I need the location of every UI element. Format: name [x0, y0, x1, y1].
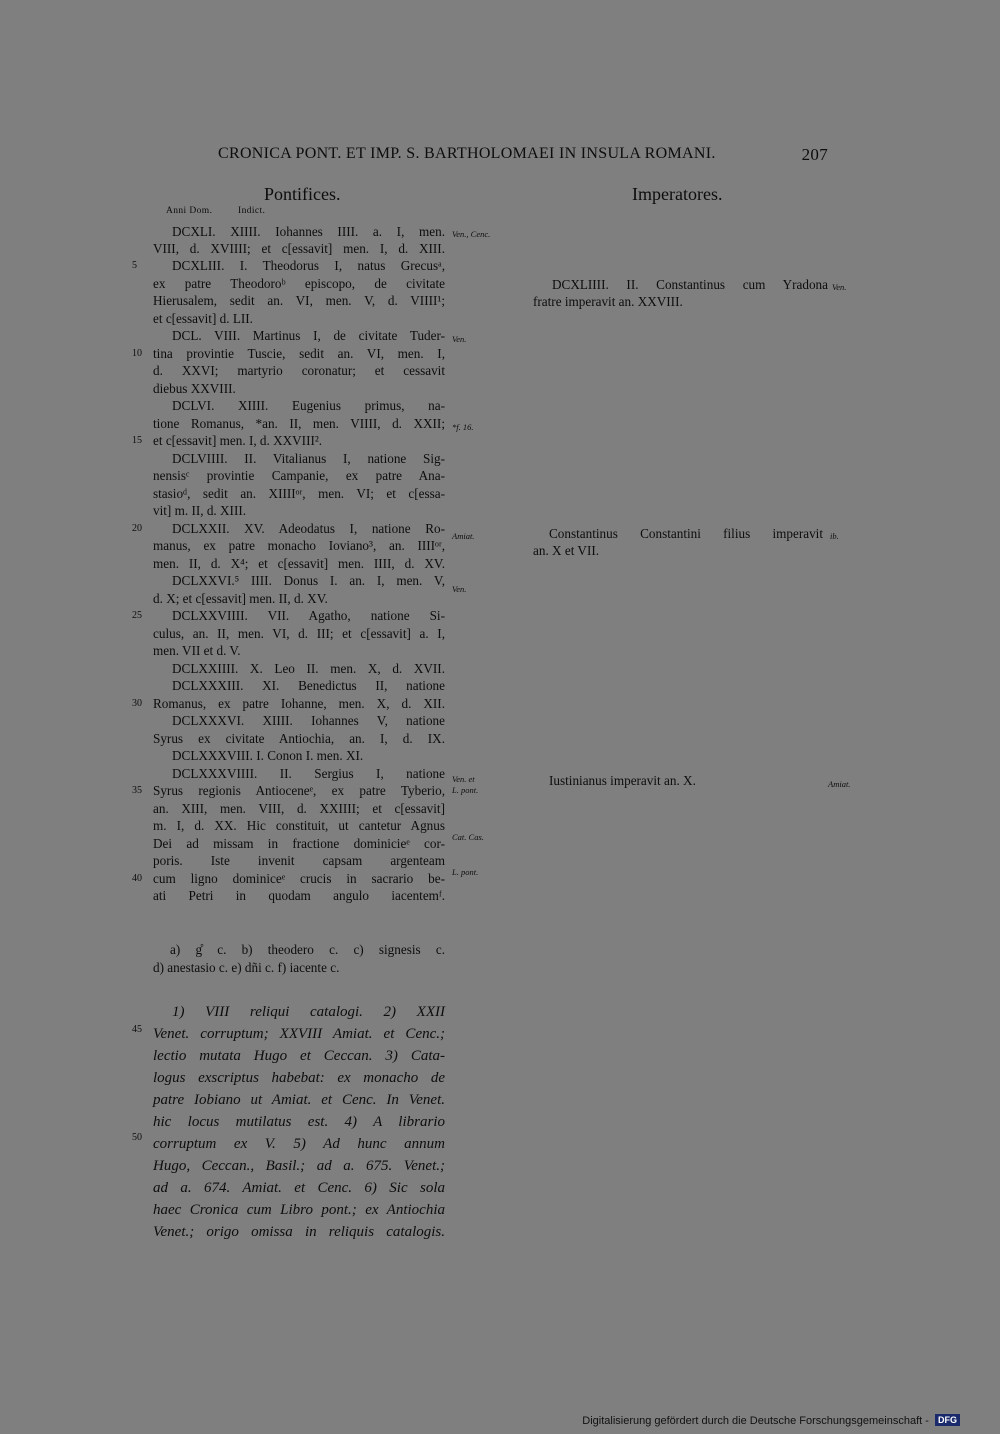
line-number: 5 [132, 260, 137, 271]
text-line: men. VII et d. V. [153, 643, 241, 658]
line-number: 30 [132, 698, 142, 709]
entry-siglum: Ven. [832, 282, 847, 292]
footnote-line: patre Iobiano ut Amiat. et Cenc. In Venet. [153, 1092, 445, 1108]
running-head [218, 145, 828, 163]
text-line: ati Petri in quodam angulo iacentemᶠ. [153, 888, 445, 903]
text-line: DCLXXXIII. XI. Benedictus II, natione [172, 678, 445, 693]
text-line: d. X; et c[essavit] men. II, d. XV. [153, 591, 328, 606]
line-number: 20 [132, 523, 142, 534]
line-number: 50 [132, 1132, 142, 1143]
text-line: DCLXXII. XV. Adeodatus I, natione Ro- [172, 521, 445, 536]
footnote-line: 1) VIII reliqui catalogi. 2) XXII [172, 1004, 445, 1020]
entry-line: fratre imperavit an. XXVIII. [533, 294, 683, 309]
margin-siglum: Ven. [452, 334, 467, 344]
text-line: m. I, d. XX. Hic constituit, ut cantetur Agnus [153, 818, 445, 833]
margin-siglum: Ven., Cenc. [452, 229, 491, 239]
text-line: tione Romanus, *an. II, men. VIIII, d. XXII; [153, 416, 445, 431]
variant-line: a) g̊ c. b) theodero c. c) signesis c. [170, 942, 445, 957]
footnote-line: Hugo, Ceccan., Basil.; ad a. 675. Venet.; [153, 1158, 445, 1174]
text-line: d. XXVI; martyrio coronatur; et cessavit [153, 363, 445, 378]
entry-line: DCXLIIII. II. Constantinus cum Yradona [552, 277, 828, 292]
margin-siglum: Amiat. [452, 531, 475, 541]
text-line: Dei ad missam in fractione dominicieᵉ cor- [153, 836, 445, 851]
entry-line: Constantinus Constantini filius imperavit [549, 526, 823, 541]
line-number: 15 [132, 435, 142, 446]
margin-siglum: *f. 16. [452, 422, 474, 432]
text-line: DCLXXVIIII. VII. Agatho, natione Si- [172, 608, 445, 623]
text-line: culus, an. II, men. VI, d. III; et c[essavit] a. I, [153, 626, 445, 641]
text-line: DCLVIIII. II. Vitalianus I, natione Sig- [172, 451, 445, 466]
footnote-line: Venet.; origo omissa in reliquis catalogis. [153, 1224, 445, 1240]
text-line: Syrus regionis Antioceneᵉ, ex patre Tyberio, [153, 783, 445, 798]
text-line: an. XIII, men. VIII, d. XXIIII; et c[essavit] [153, 801, 445, 816]
footnote-line: Venet. corruptum; XXVIII Amiat. et Cenc.; [153, 1026, 445, 1042]
text-line: DCLXXXVIIII. II. Sergius I, natione [172, 766, 445, 781]
footnote-line: haec Cronica cum Libro pont.; ex Antiochia [153, 1202, 445, 1218]
margin-siglum: Ven. [452, 584, 467, 594]
line-number: 10 [132, 348, 142, 359]
text-line: stasioᵈ, sedit an. XIIIIᵒʳ, men. VI; et c[essa- [153, 486, 445, 501]
text-line: VIII, d. XVIIII; et c[essavit] men. I, d. XIII. [153, 241, 445, 256]
credit-text: Digitalisierung gefördert durch die Deutsche Forschungsgemeinschaft - [582, 1415, 929, 1427]
text-line: et c[essavit] d. LII. [153, 311, 253, 326]
margin-siglum: Ven. et [452, 774, 475, 784]
subhead-indict: Indict. [238, 206, 266, 216]
column-title-pontifices: Pontifices. [264, 184, 341, 204]
text-line: DCXLI. XIIII. Iohannes IIII. a. I, men. [172, 224, 445, 239]
entry-siglum: Amiat. [828, 779, 851, 789]
column-title-imperatores: Imperatores. [632, 184, 723, 204]
subhead-anni: Anni Dom. [166, 206, 213, 216]
text-line: ex patre Theodoroᵇ episcopo, de civitate [153, 276, 445, 291]
text-line: DCLXXVI.⁵ IIII. Donus I. an. I, men. V, [172, 573, 445, 588]
text-line: men. II, d. X⁴; et c[essavit] men. IIII, d. XV. [153, 556, 445, 571]
entry-line: Iustinianus imperavit an. X. [549, 773, 696, 788]
footnote-line: lectio mutata Hugo et Ceccan. 3) Cata- [153, 1048, 445, 1064]
text-line: cum ligno dominiceᵉ crucis in sacrario be- [153, 871, 445, 886]
variant-line: d) anestasio c. e) dñi c. f) iacente c. [153, 960, 340, 975]
text-line: diebus XXVIII. [153, 381, 236, 396]
line-number: 25 [132, 610, 142, 621]
text-line: Romanus, ex patre Iohanne, men. X, d. XII. [153, 696, 445, 711]
text-line: DCLXXXVI. XIIII. Iohannes V, natione [172, 713, 445, 728]
dfg-logo-icon: DFG [935, 1414, 960, 1426]
margin-siglum: L. pont. [452, 867, 479, 877]
entry-siglum: ib. [830, 531, 839, 541]
margin-siglum: L. pont. [452, 785, 479, 795]
entry-line: an. X et VII. [533, 543, 600, 558]
text-line: tina provintie Tuscie, sedit an. VI, men. I, [153, 346, 445, 361]
text-line: DCLXXIIII. X. Leo II. men. X, d. XVII. [172, 661, 445, 676]
line-number: 45 [132, 1024, 142, 1035]
text-line: poris. Iste invenit capsam argenteam [153, 853, 445, 868]
text-line: DCLVI. XIIII. Eugenius primus, na- [172, 398, 445, 413]
text-line: Hierusalem, sedit an. VI, men. V, d. VIIII¹; [153, 293, 445, 308]
text-line: nensisᶜ provintie Campanie, ex patre Ana- [153, 468, 445, 483]
page-number: 207 [801, 145, 828, 164]
line-number: 35 [132, 785, 142, 796]
margin-siglum: Cat. Cas. [452, 832, 484, 842]
line-number: 40 [132, 873, 142, 884]
text-line: DCL. VIII. Martinus I, de civitate Tuder- [172, 328, 445, 343]
footer-credit [582, 1414, 960, 1427]
footnote-line: ad a. 674. Amiat. et Cenc. 6) Sic sola [153, 1180, 445, 1196]
footnote-line: hic locus mutilatus est. 4) A librario [153, 1114, 445, 1130]
text-line: DCXLIII. I. Theodorus I, natus Grecusᵃ, [172, 258, 445, 273]
text-line: manus, ex patre monacho Ioviano³, an. IIIIᵒʳ, [153, 538, 445, 553]
text-line: vit] m. II, d. XIII. [153, 503, 247, 518]
footnote-line: logus exscriptus habebat: ex monacho de [153, 1070, 445, 1086]
text-line: et c[essavit] men. I, d. XXVIII². [153, 433, 323, 448]
running-title: CRONICA PONT. ET IMP. S. BARTHOLOMAEI IN INSULA ROMANI. [218, 145, 716, 162]
text-line: Syrus ex civitate Antiochia, an. I, d. IX. [153, 731, 445, 746]
text-line: DCLXXXVIII. I. Conon I. men. XI. [172, 748, 364, 763]
footnote-line: corruptum ex V. 5) Ad hunc annum [153, 1136, 445, 1152]
